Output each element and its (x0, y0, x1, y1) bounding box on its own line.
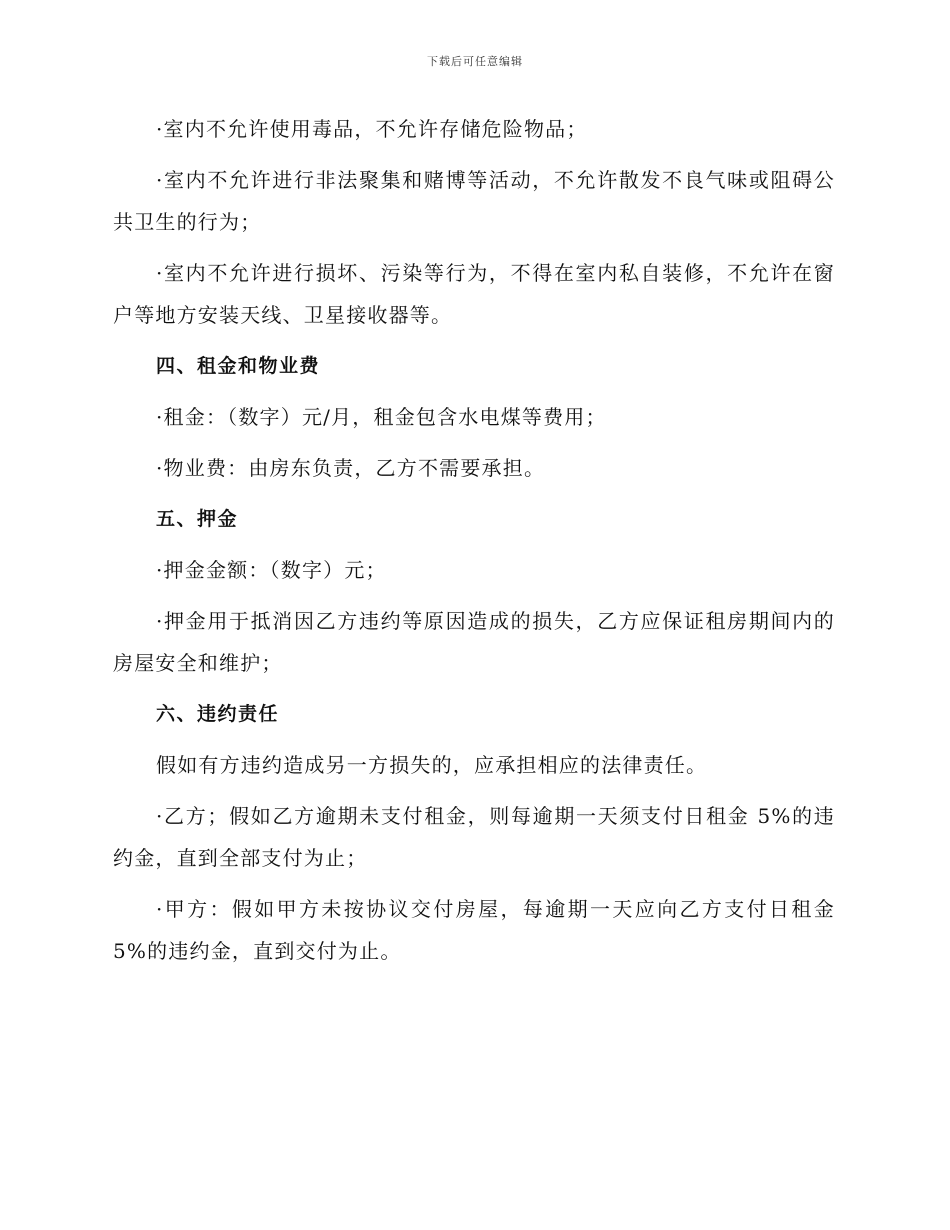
document-body (113, 108, 835, 981)
clause-property-fee: ·物业费：由房东负责，乙方不需要承担。 (156, 456, 546, 480)
clause-deposit-use: ·押金用于抵消因乙方违约等原因造成的损失，乙方应保证租房期间内的房屋安全和维护； (113, 609, 835, 675)
clause-liability-general: 假如有方违约造成另一方损失的，应承担相应的法律责任。 (156, 753, 708, 777)
section-heading-liability: 六、违约责任 (156, 703, 280, 725)
clause-no-drugs: ·室内不允许使用毒品，不允许存储危险物品； (156, 117, 588, 141)
clause-liability-party-a: ·甲方：假如甲方未按协议交付房屋，每逾期一天应向乙方支付日租金 5%的违约金，直到交付为止。 (113, 897, 835, 963)
page-header: 下载后可任意编辑 (427, 55, 523, 68)
clause-no-gambling: ·室内不允许进行非法聚集和赌博等活动，不允许散发不良气味或阻碍公共卫生的行为； (113, 168, 835, 234)
section-heading-rent: 四、租金和物业费 (156, 355, 321, 377)
clause-liability-party-b: ·乙方；假如乙方逾期未支付租金，则每逾期一天须支付日租金 5%的违约金，直到全部支付为止； (113, 804, 835, 870)
section-heading-deposit: 五、押金 (156, 508, 239, 530)
clause-deposit-amount: ·押金金额：（数字）元； (156, 558, 387, 582)
clause-no-damage: ·室内不允许进行损坏、污染等行为，不得在室内私自装修，不允许在窗户等地方安装天线、卫星接收器等。 (113, 261, 835, 327)
clause-rent: ·租金：（数字）元/月，租金包含水电煤等费用； (156, 405, 607, 429)
